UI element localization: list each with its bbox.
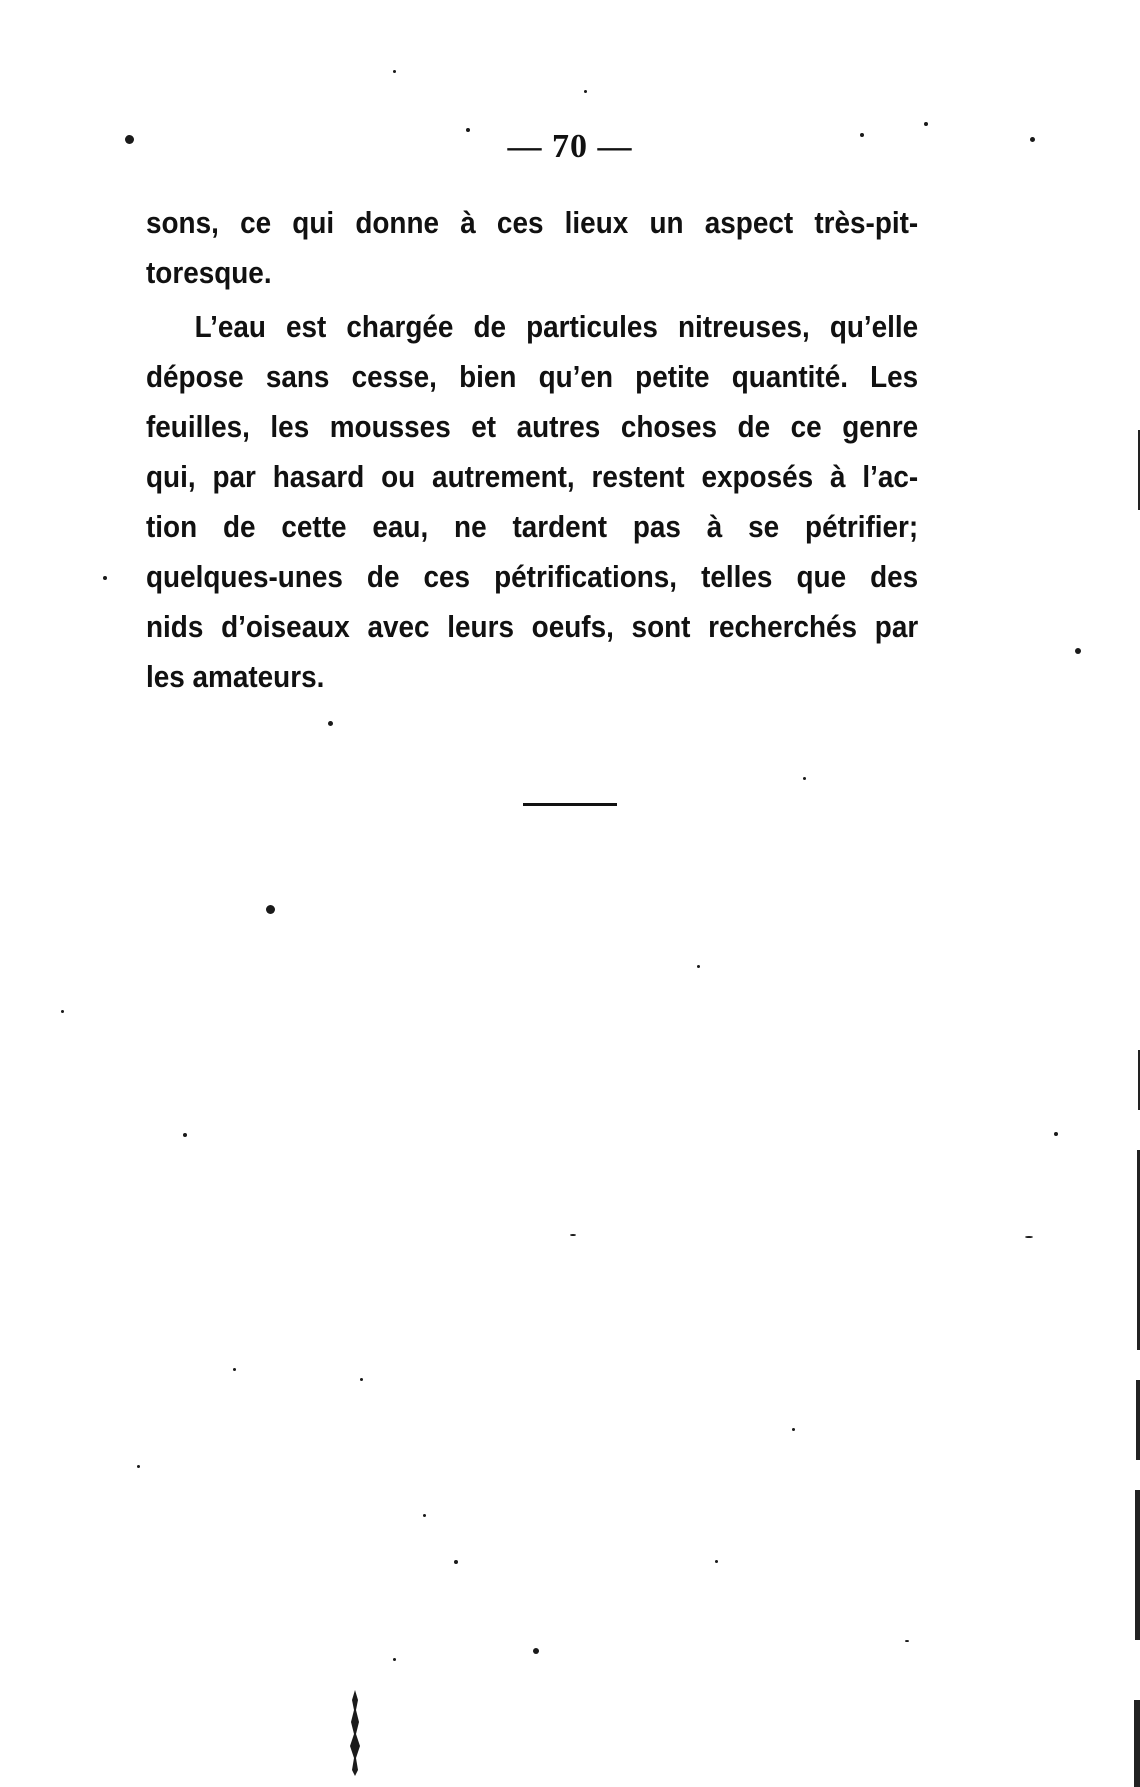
paragraph-1 (146, 198, 918, 298)
text-line: les amateurs. (146, 659, 325, 694)
text-line: feuilles, les mousses et autres choses de ce genre (146, 409, 919, 444)
text-line: qui, par hasard ou autrement, restent exposés à l’ac- (146, 459, 919, 494)
page-edge-mark (1136, 1380, 1140, 1460)
scan-speck (137, 1465, 140, 1468)
scan-speck (792, 1428, 795, 1431)
scan-speck (924, 122, 928, 126)
scan-speck (183, 1133, 187, 1137)
text-line: L’eau est chargée de particules nitreuses, qu’elle (194, 309, 919, 344)
body-text (146, 198, 918, 702)
scan-speck (584, 90, 587, 93)
ink-blot-ornament (346, 1690, 364, 1776)
scan-speck (393, 70, 396, 73)
scan-speck (423, 1514, 426, 1517)
scan-speck (266, 905, 275, 914)
scan-speck (1075, 648, 1081, 654)
scan-speck (1054, 1132, 1058, 1136)
scan-speck (570, 1234, 576, 1236)
scan-speck (103, 576, 107, 580)
text-line: quelques-unes de ces pétrifications, telles que des (146, 559, 919, 594)
scan-speck (466, 128, 470, 132)
scan-speck (533, 1648, 539, 1654)
scan-speck (360, 1378, 363, 1381)
text-line: nids d’oiseaux avec leurs oeufs, sont recherchés par (146, 609, 919, 644)
text-line: toresque. (146, 255, 272, 290)
scan-speck (454, 1560, 458, 1564)
scan-speck (860, 133, 864, 137)
section-divider (523, 803, 617, 806)
page-edge-mark (1134, 1700, 1140, 1787)
scan-speck (803, 777, 806, 780)
scan-speck (715, 1560, 718, 1563)
paragraph-2 (146, 302, 918, 702)
scan-speck (697, 965, 700, 968)
scan-speck (125, 135, 134, 144)
scan-speck (1025, 1236, 1033, 1238)
text-line: sons, ce qui donne à ces lieux un aspect très-pit- (146, 205, 919, 240)
scan-speck (61, 1010, 64, 1013)
scan-speck (905, 1640, 909, 1642)
scan-speck (393, 1658, 396, 1661)
text-line: tion de cette eau, ne tardent pas à se pétrifier; (146, 509, 919, 544)
scan-speck (328, 721, 333, 726)
scan-speck (233, 1368, 236, 1371)
scan-speck (1030, 137, 1035, 142)
text-line: dépose sans cesse, bien qu’en petite quantité. Les (146, 359, 919, 394)
page-edge-mark (1135, 1490, 1140, 1640)
page-number: — 70 — (507, 128, 633, 165)
